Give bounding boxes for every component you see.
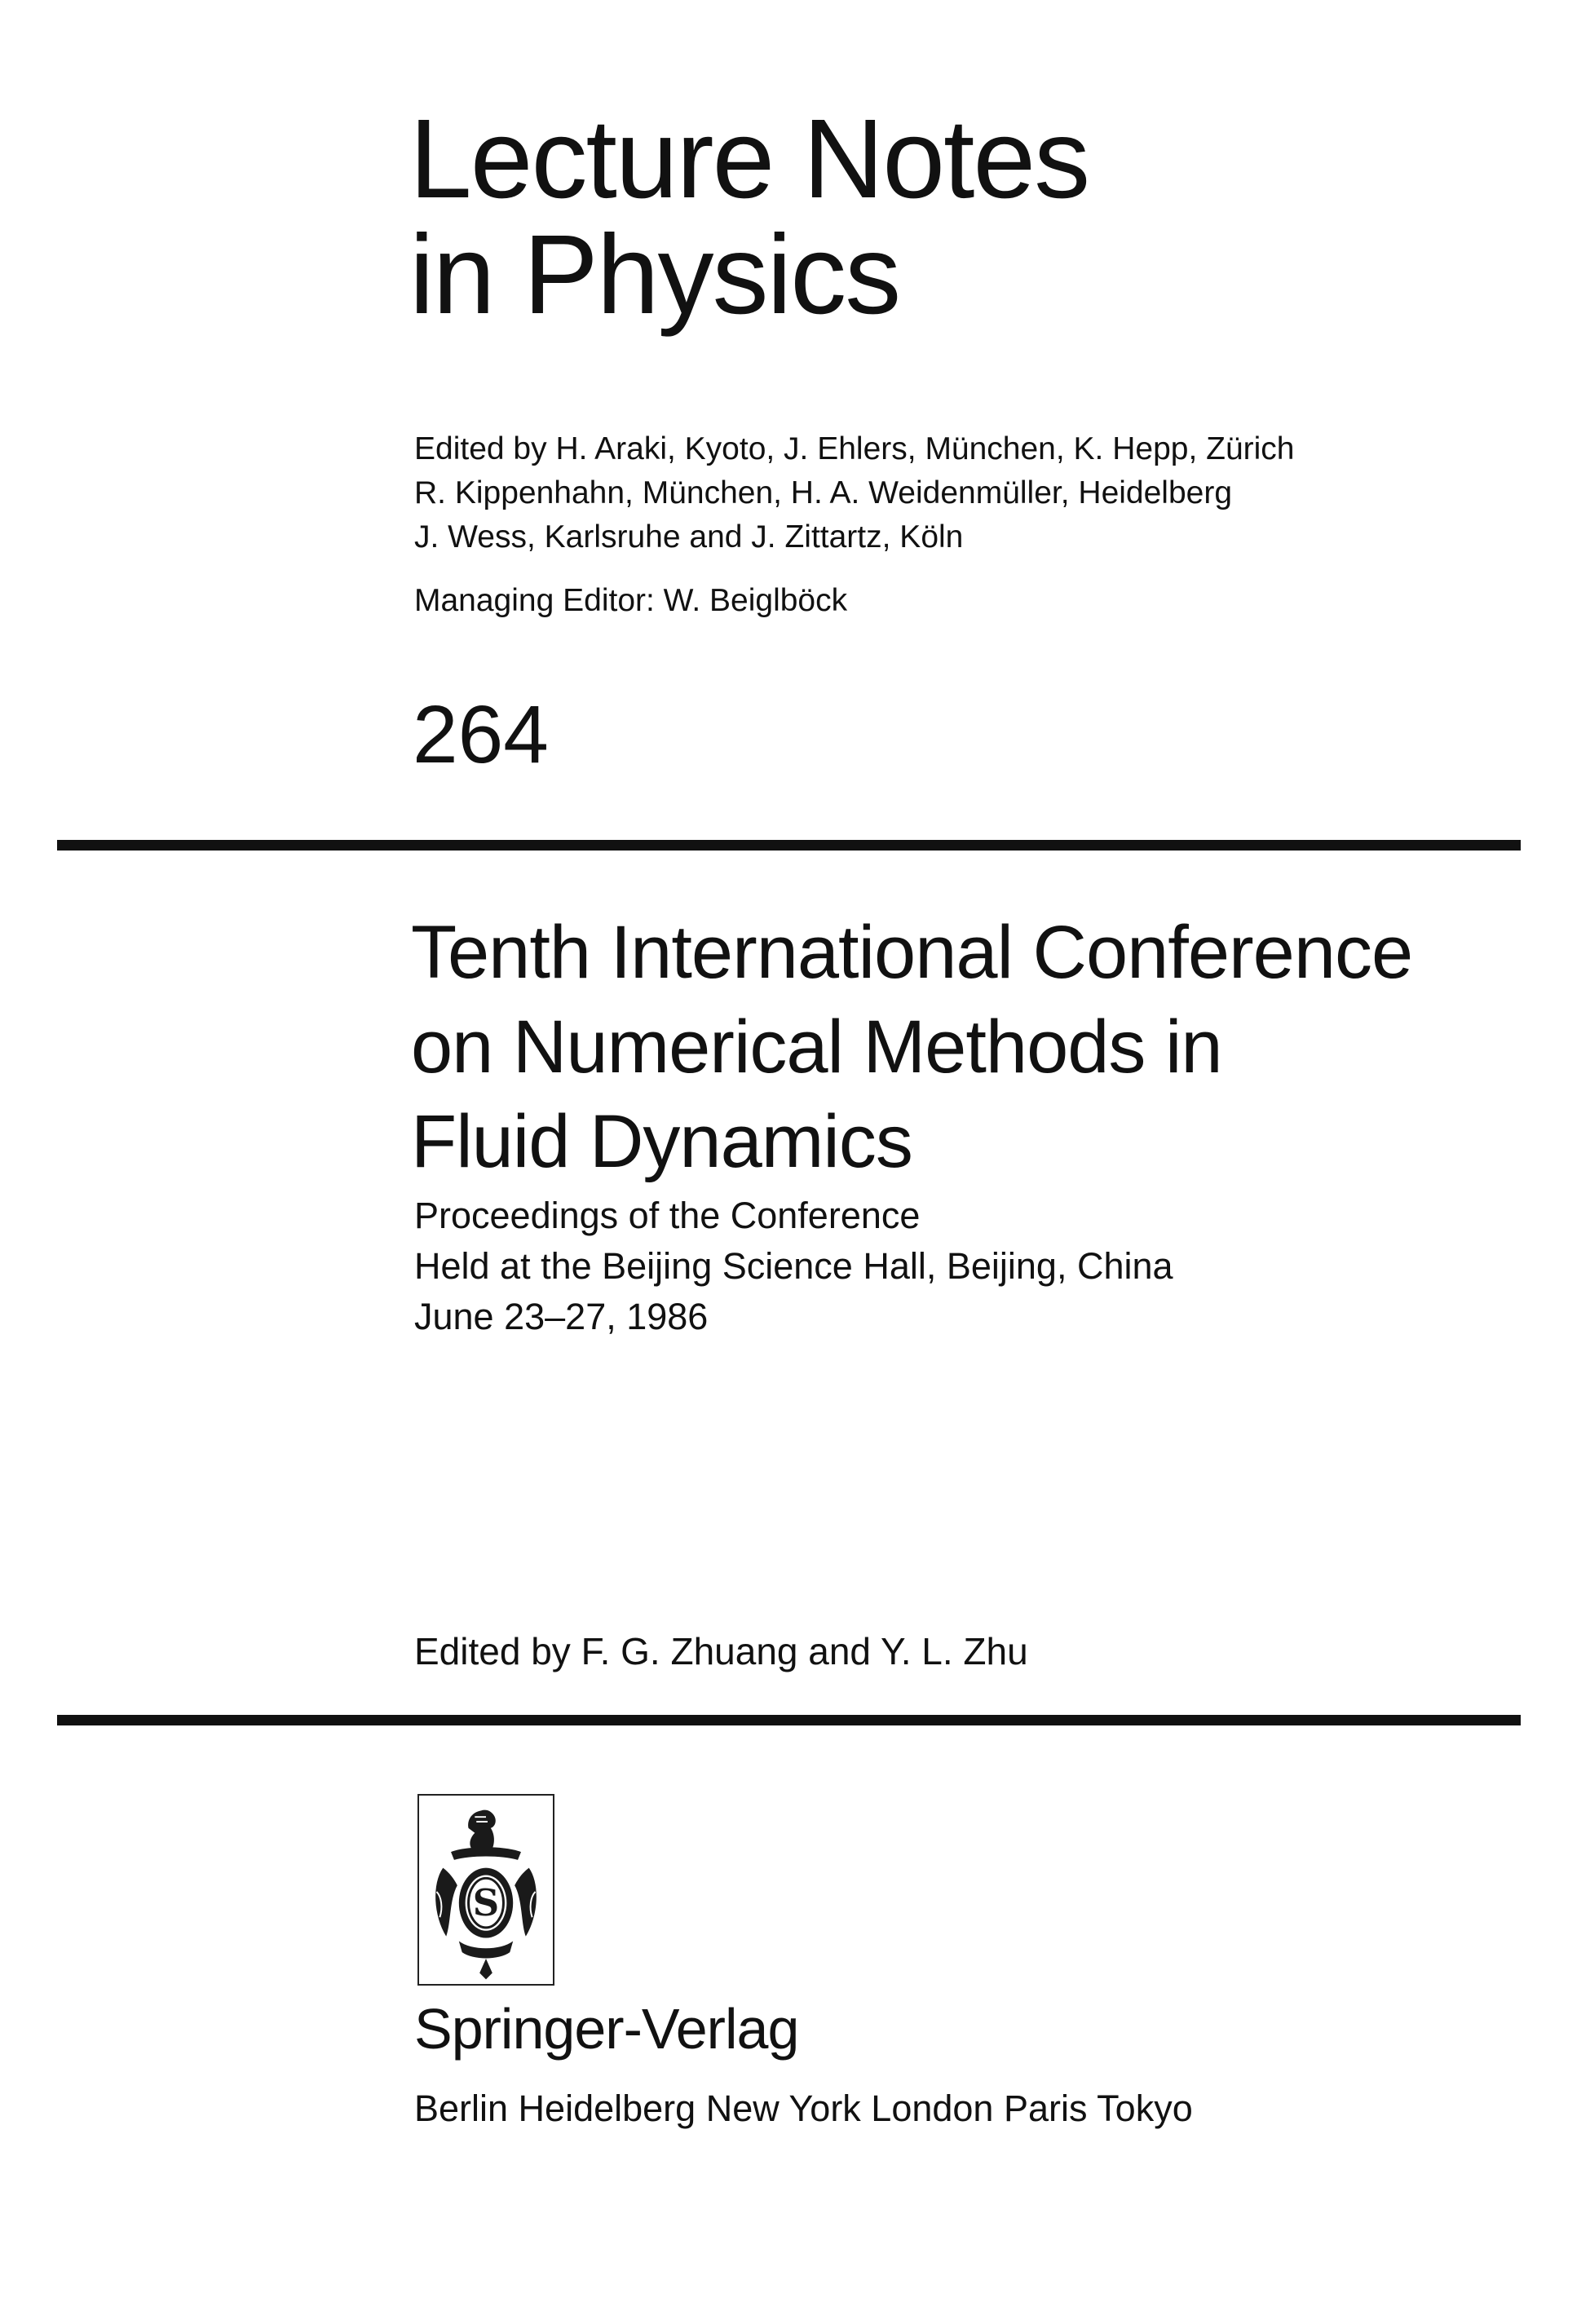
top-rule: [57, 840, 1521, 851]
book-subtitle-line-2: Held at the Beijing Science Hall, Beijing, China: [414, 1245, 1173, 1287]
book-title: [411, 905, 1412, 1189]
series-title: [409, 96, 1089, 338]
book-subtitle-line-3: June 23–27, 1986: [414, 1296, 709, 1337]
series-editors-line-1: Edited by H. Araki, Kyoto, J. Ehlers, München, K. Hepp, Zürich: [414, 431, 1295, 466]
book-title-line-1: Tenth International Conference: [411, 911, 1413, 994]
springer-knight-logo-icon: [417, 1794, 554, 1986]
series-editors: [414, 427, 1295, 559]
book-subtitle: [414, 1191, 1173, 1342]
series-title-line-1: Lecture Notes: [409, 96, 1089, 222]
managing-editor: Managing Editor: W. Beiglböck: [414, 583, 848, 618]
book-editors: Edited by F. G. Zhuang and Y. L. Zhu: [414, 1630, 1028, 1672]
book-subtitle-line-1: Proceedings of the Conference: [414, 1195, 921, 1236]
publisher-name: Springer-Verlag: [414, 1997, 799, 2061]
svg-text:S: S: [472, 1881, 500, 1925]
series-title-line-2: in Physics: [409, 212, 900, 338]
book-title-line-2: on Numerical Methods in: [411, 1005, 1222, 1089]
publisher-cities: Berlin Heidelberg New York London Paris Tokyo: [414, 2088, 1193, 2129]
volume-number: 264: [413, 689, 549, 780]
book-title-line-3: Fluid Dynamics: [411, 1100, 912, 1183]
series-editors-line-2: R. Kippenhahn, München, H. A. Weidenmüller, Heidelberg: [414, 475, 1233, 510]
bottom-rule: [57, 1715, 1521, 1725]
series-editors-line-3: J. Wess, Karlsruhe and J. Zittartz, Köln: [414, 519, 964, 554]
